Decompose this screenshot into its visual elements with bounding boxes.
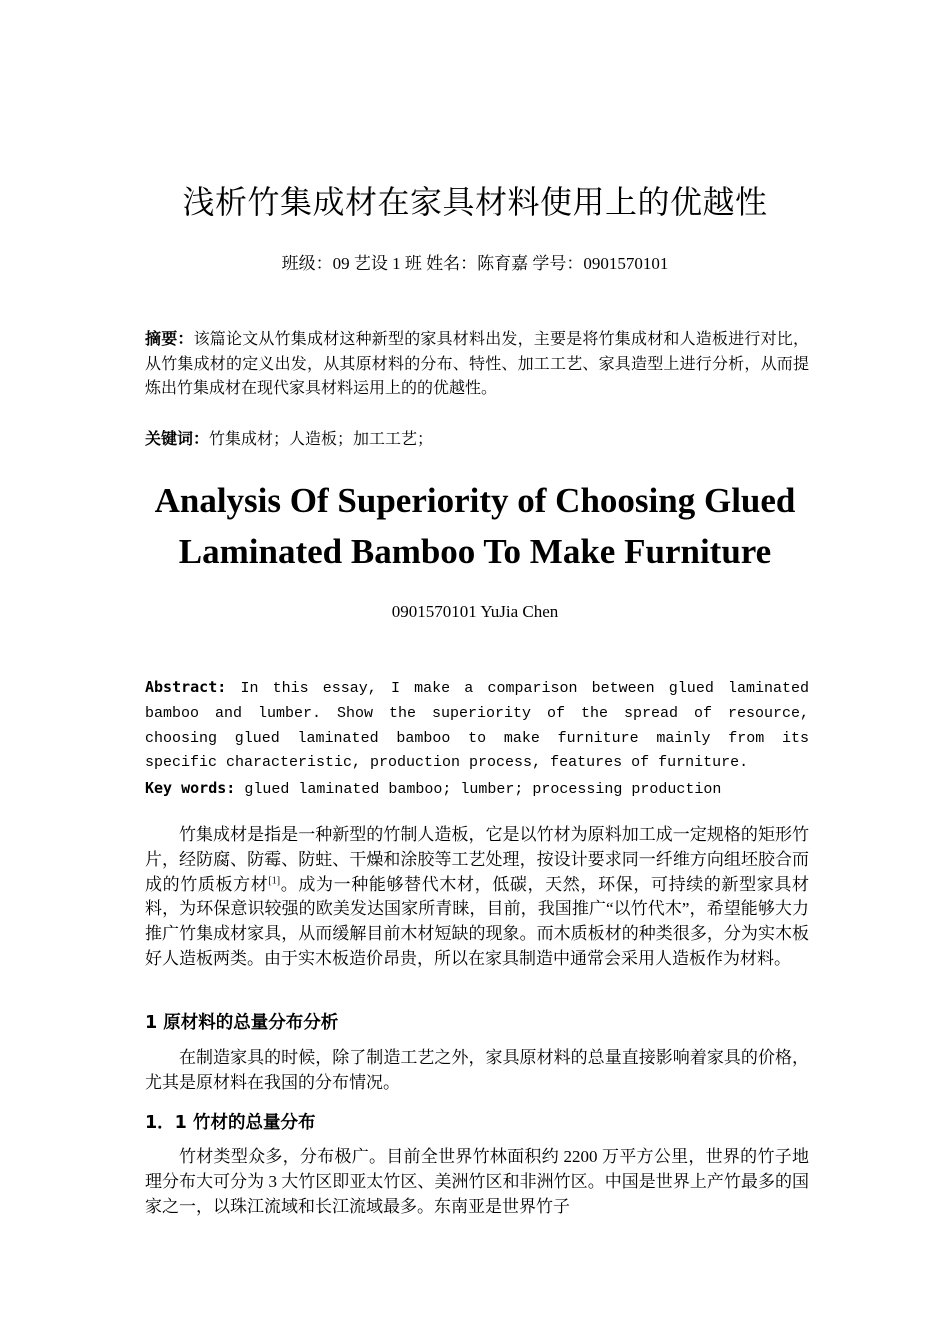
english-title: Analysis Of Superiority of Choosing Glued Laminated Bamboo To Make Furniture [154, 481, 796, 571]
keywords-en-label: Key words: [145, 779, 236, 798]
abstract-en-paragraph [145, 675, 809, 776]
keywords-cn-text: 竹集成材；人造板；加工工艺； [209, 429, 434, 448]
abstract-en-label: Abstract: [145, 678, 227, 696]
abstract-cn-text: 该篇论文从竹集成材这种新型的家具材料出发，主要是将竹集成材和人造板进行对比，从竹集成材的定义出发，从其原材料的分布、特性、加工工艺、家具造型上进行分析，从而提炼出竹集成材在现代家具材料运用上的的优越性。 [145, 329, 809, 397]
section-heading-1-1: 1．1 竹材的总量分布 [145, 1113, 316, 1133]
para1-text-a: 竹集成材是指是一种新型的竹制人造板，它是以竹材为原料加工成一定规格的矩形竹片，经防腐、防霉、防蛀、干燥和涂胶等工艺处理，按设计要求同一纤维方向组坯胶合而成的竹质板方材 [145, 825, 809, 894]
abstract-cn-label: 摘要： [145, 329, 194, 348]
keywords-en-text: glued laminated bamboo; lumber; processing production [235, 781, 722, 799]
keywords-en [145, 776, 809, 803]
keywords-cn [145, 427, 809, 451]
chinese-title: 浅析竹集成材在家具材料使用上的优越性 [182, 183, 768, 221]
abstract-en [145, 675, 809, 803]
abstract-en-text: In this essay, I make a comparison between glued laminated bamboo and lumber. Show the superiority of the spread of resource, choosing glued laminated bamboo to make furniture mainly from its specific characteristic, production process, features of furniture. [145, 680, 809, 772]
body-paragraph-3: 竹材类型众多，分布极广。目前全世界竹林面积约 2200 万平方公里，世界的竹子地理分布大可分为 3 大竹区即亚太竹区、美洲竹区和非洲竹区。中国是世界上产竹最多的国家之一，以珠江流域和长江流域最多。东南亚是世界竹子 [145, 1147, 809, 1216]
section-heading-1: 1 原材料的总量分布分析 [145, 1013, 339, 1033]
body-paragraph-1 [145, 823, 809, 972]
keywords-cn-label: 关键词： [145, 429, 210, 448]
author-info-cn: 班级：09 艺设 1 班 姓名：陈育嘉 学号：0901570101 [281, 254, 669, 273]
abstract-cn [145, 327, 809, 401]
author-en: 0901570101 YuJia Chen [391, 602, 559, 621]
body-paragraph-2: 在制造家具的时候，除了制造工艺之外，家具原材料的总量直接影响着家具的价格，尤其是原材料在我国的分布情况。 [145, 1048, 809, 1092]
citation-ref: [1] [268, 874, 281, 886]
para1-text-b: 。成为一种能够替代木材，低碳，天然，环保，可持续的新型家具材料，为环保意识较强的欧美发达国家所青睐，目前，我国推广“以竹代木”，希望能够大力推广竹集成材家具，从而缓解目前木材短缺的现象。而木质板材的种类很多，分为实木板好人造板两类。由于实木板造价昂贵，所以在家具制造中通常会采用人造板作为材料。 [145, 874, 810, 968]
